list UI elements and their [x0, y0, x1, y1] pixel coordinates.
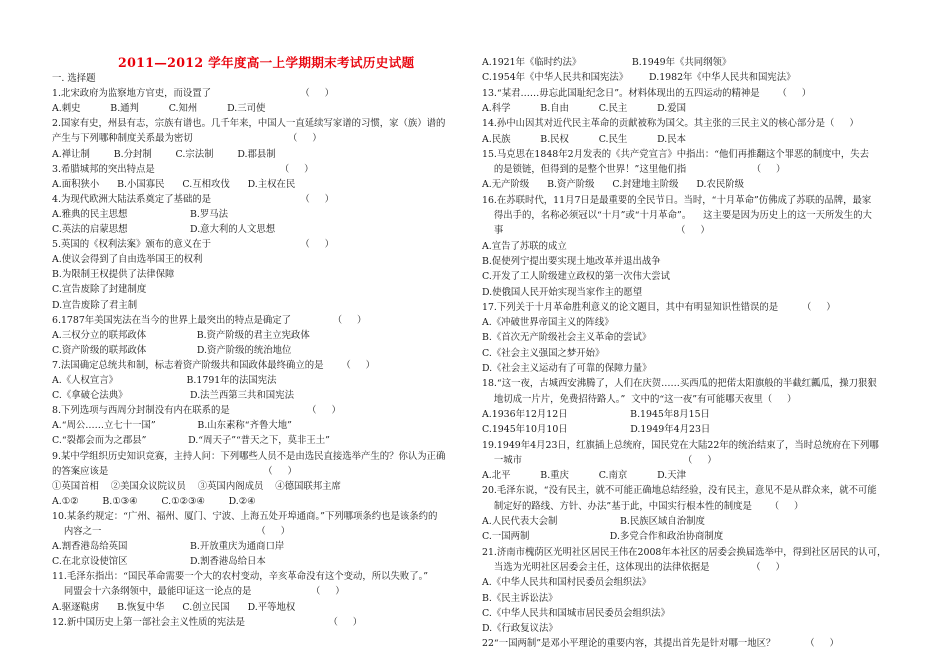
question-line: A.“周公……立七十一国” B.山东素称“齐鲁大地” — [52, 420, 292, 432]
question-line: A.宣告了苏联的成立 — [482, 240, 567, 252]
question-line: 3.希腊城邦的突出特点是 （ ） — [52, 163, 314, 175]
question-line: 5.英国的《权利法案》颁布的意义在于 （ ） — [52, 239, 334, 251]
question-line: A.使议会得到了自由选举国王的权利 — [52, 254, 203, 266]
question-line: 18.“这一夜，古城西安沸腾了，人们在庆贺……买西瓜的把偌太阳旗般的半截红瓤瓜，操刀狠狠 — [482, 378, 877, 390]
question-line: 9.某中学组织历史知识竞赛，主持人问：下列哪些人员不是由选民直接选举产生的？你认为正确 — [52, 450, 446, 462]
question-line: 内容之一 （ ） — [52, 526, 291, 537]
question-line: 同盟会十六条纲领中，最能印证这一论点的是 （ ） — [52, 586, 345, 598]
question-line: 一城市 （ ） — [482, 454, 717, 466]
question-line: D.《社会主义运动有了可靠的保障力量》 — [482, 363, 652, 374]
question-line: C.宣告废除了封建制度 — [52, 284, 147, 296]
question-line: B.《首次无产阶级社会主义革命的尝试》 — [482, 332, 652, 344]
question-line: 的是锁链，但得到的是整个世界！”这里他们指 （ ） — [482, 164, 786, 176]
question-line: A.禅让制 B.分封制 C.宗法制 D.郡县制 — [52, 148, 276, 160]
question-line: D.《行政复议法》 — [482, 623, 558, 635]
question-line: A.人民代表大会制 B.民族区域自治制度 — [482, 516, 705, 527]
question-line: C.资产阶级的联邦政体 D.资产阶级的统治地位 — [52, 344, 292, 356]
question-line: 17.下列关于十月革命胜利意义的论文题目，其中有明显知识性错误的是 （ ） — [482, 301, 836, 313]
question-line: C.“裂都会而为之郡县” D.“周天子”“普天之下，莫非王土” — [52, 435, 330, 447]
question-line: D.使俄国人民开始实现当家作主的愿望 — [482, 286, 643, 298]
question-line: 的答案应该是 （ ） — [52, 465, 297, 477]
question-line: A.①② B.①③④ C.①②③④ D.②④ — [52, 495, 256, 507]
question-line: B.《民主诉讼法》 — [482, 592, 558, 604]
question-line: ①英国首相 ②美国众议院议员 ③英国内阁成员 ④德国联邦主席 — [52, 480, 341, 492]
question-line: A.雅典的民主思想 B.罗马法 — [52, 208, 228, 220]
exam-title: 2011—2012 学年度高一上学期期末考试历史试题 — [118, 55, 415, 70]
question-line: C.1945年10月10日 D.1949年4月23日 — [482, 424, 711, 436]
question-line: 15.马克思在1848年2月发表的《共产党宣言》中指出：“他们再推翻这个罪恶的制度中，失去 — [482, 148, 870, 160]
question-line: A.民族 B.民权 C.民生 D.民本 — [482, 133, 687, 145]
question-line: A.科学 B.自由 C.民主 D.爱国 — [482, 102, 687, 114]
question-line: A.三权分立的联邦政体 B.资产阶级的君主立宪政体 — [52, 329, 310, 341]
question-line: A.《冲破世界帝国主义的阵线》 — [482, 317, 614, 329]
question-line: 得出手的，名称必须冠以“十月”或“十月革命”。 这主要是因为历史上的这一天所发生的大 — [482, 210, 872, 221]
question-line: 制定好的路线、方针、办法”基于此，中国实行根本性的制度是 （ ） — [482, 500, 804, 512]
question-line: A.北平 B.重庆 C.南京 D.天津 — [482, 470, 687, 482]
question-line: C.英法的启蒙思想 D.意大利的人文思想 — [52, 224, 276, 235]
question-line: 22“一国两制”是邓小平理论的重要内容，其提出首先是针对哪一地区？ （ ） — [482, 638, 839, 650]
question-line: 21.济南市槐荫区光明社区居民王伟在2008年本社区的居委会换届选举中，得到社区居民的认可， — [482, 546, 887, 558]
question-line: A.《中华人民共和国村民委员会组织法》 — [482, 577, 652, 589]
question-line: 产生与下列哪种制度关系最为密切 （ ） — [52, 133, 322, 145]
question-line: 11.毛泽东指出：“国民革命需要一个大的农村变动，辛亥革命没有这个变动，所以失败了。” — [52, 571, 429, 583]
question-line: 2.国家有史，州县有志，宗族有谱也。几千年来，中国人一直延续写家谱的习惯，家（族）谱的 — [52, 118, 446, 130]
question-line: A.1936年12月12日 B.1945年8月15日 — [482, 408, 710, 420]
question-line: 12.新中国历史上第一部社会主义性质的宪法是 （ ） — [52, 616, 363, 628]
question-line: 4.为现代欧洲大陆法系奠定了基础的是 （ ） — [52, 193, 334, 205]
question-line: C.1954年《中华人民共和国宪法》 D.1982年《中华人民共和国宪法》 — [482, 72, 796, 84]
question-line: 事 （ ） — [482, 225, 710, 237]
question-line: 13.“某君……毋忘此国耻纪念日”。材料体现出的五四运动的精神是 （ ） — [482, 87, 812, 99]
question-line: B.为限制王权提供了法律保障 — [52, 269, 175, 281]
question-line: 19.1949年4月23日，红旗插上总统府，国民党在大陆22年的统治结束了，当时总统府在下列哪 — [482, 439, 879, 451]
question-line: A.割香港岛给英国 B.开放重庆为通商口岸 — [52, 541, 285, 553]
question-line: 1.北宋政府为监察地方官吏，而设置了 （ ） — [52, 88, 334, 100]
question-line: 7.法国确定总统共和制，标志着资产阶级共和国政体最终确立的是 （ ） — [52, 359, 375, 371]
question-line: A.面积狭小 B.小国寡民 C.互相攻伐 D.主权在民 — [52, 178, 296, 190]
question-line: 14.孙中山因其对近代民主革命的贡献被称为国父。其主张的三民主义的核心部分是（ ） — [482, 118, 859, 130]
question-line: A.1921年《临时约法》 B.1949年《共同纲领》 — [482, 57, 732, 68]
question-line: A.无产阶级 B.资产阶级 C.封建地主阶级 D.农民阶级 — [482, 179, 744, 191]
question-line: 16.在苏联时代，11月7日是最重要的全民节日。当时，“十月革命”仿佛成了苏联的品牌，最家 — [482, 194, 872, 206]
question-line: C.《中华人民共和国城市居民委员会组织法》 — [482, 607, 670, 619]
question-line: A.刺史 B.通判 C.知州 D.三司使 — [52, 103, 266, 115]
question-line: A.驱逐鞑虏 B.恢复中华 C.创立民国 D.平等地权 — [52, 601, 296, 613]
question-line: 20.毛泽东说，“没有民主，就不可能正确地总结经验，没有民主，意见不是从群众来，就不可能 — [482, 485, 877, 497]
question-line: D.宣告废除了君主制 — [52, 299, 138, 311]
question-line: 地切成一片片，免费招待路人。” 文中的“这一夜”有可能哪天夜里（ ） — [482, 393, 797, 405]
question-line: C.《社会主义强国之梦开始》 — [482, 347, 605, 359]
question-line: C.《拿破仑法典》 D.法兰西第三共和国宪法 — [52, 390, 294, 402]
question-line: C.一国两制 D.多党合作和政治协商制度 — [482, 531, 724, 543]
question-line: 一. 选择题 — [52, 73, 96, 84]
question-line: 当选为光明社区居委会主任，这体现出的法律依据是 （ ） — [482, 561, 785, 573]
question-line: C.在北京设使馆区 D.割香港岛给日本 — [52, 556, 266, 568]
question-line: A.《人权宣言》 B.1791年的法国宪法 — [52, 375, 277, 386]
question-line: B.促使列宁提出要实现土地改革并退出战争 — [482, 255, 661, 267]
question-line: C.开发了工人阶级建立政权的第一次伟大尝试 — [482, 271, 670, 283]
question-line: 10.某条约规定：“广州、福州、厦门、宁波、上海五处开埠通商。”下列哪项条约也是该条约的 — [52, 510, 438, 522]
question-line: 8.下列选项与西周分封制没有内在联系的是 （ ） — [52, 405, 341, 417]
question-line: 6.1787年美国宪法在当今的世界上最突出的特点是确定了 （ ） — [52, 314, 367, 326]
